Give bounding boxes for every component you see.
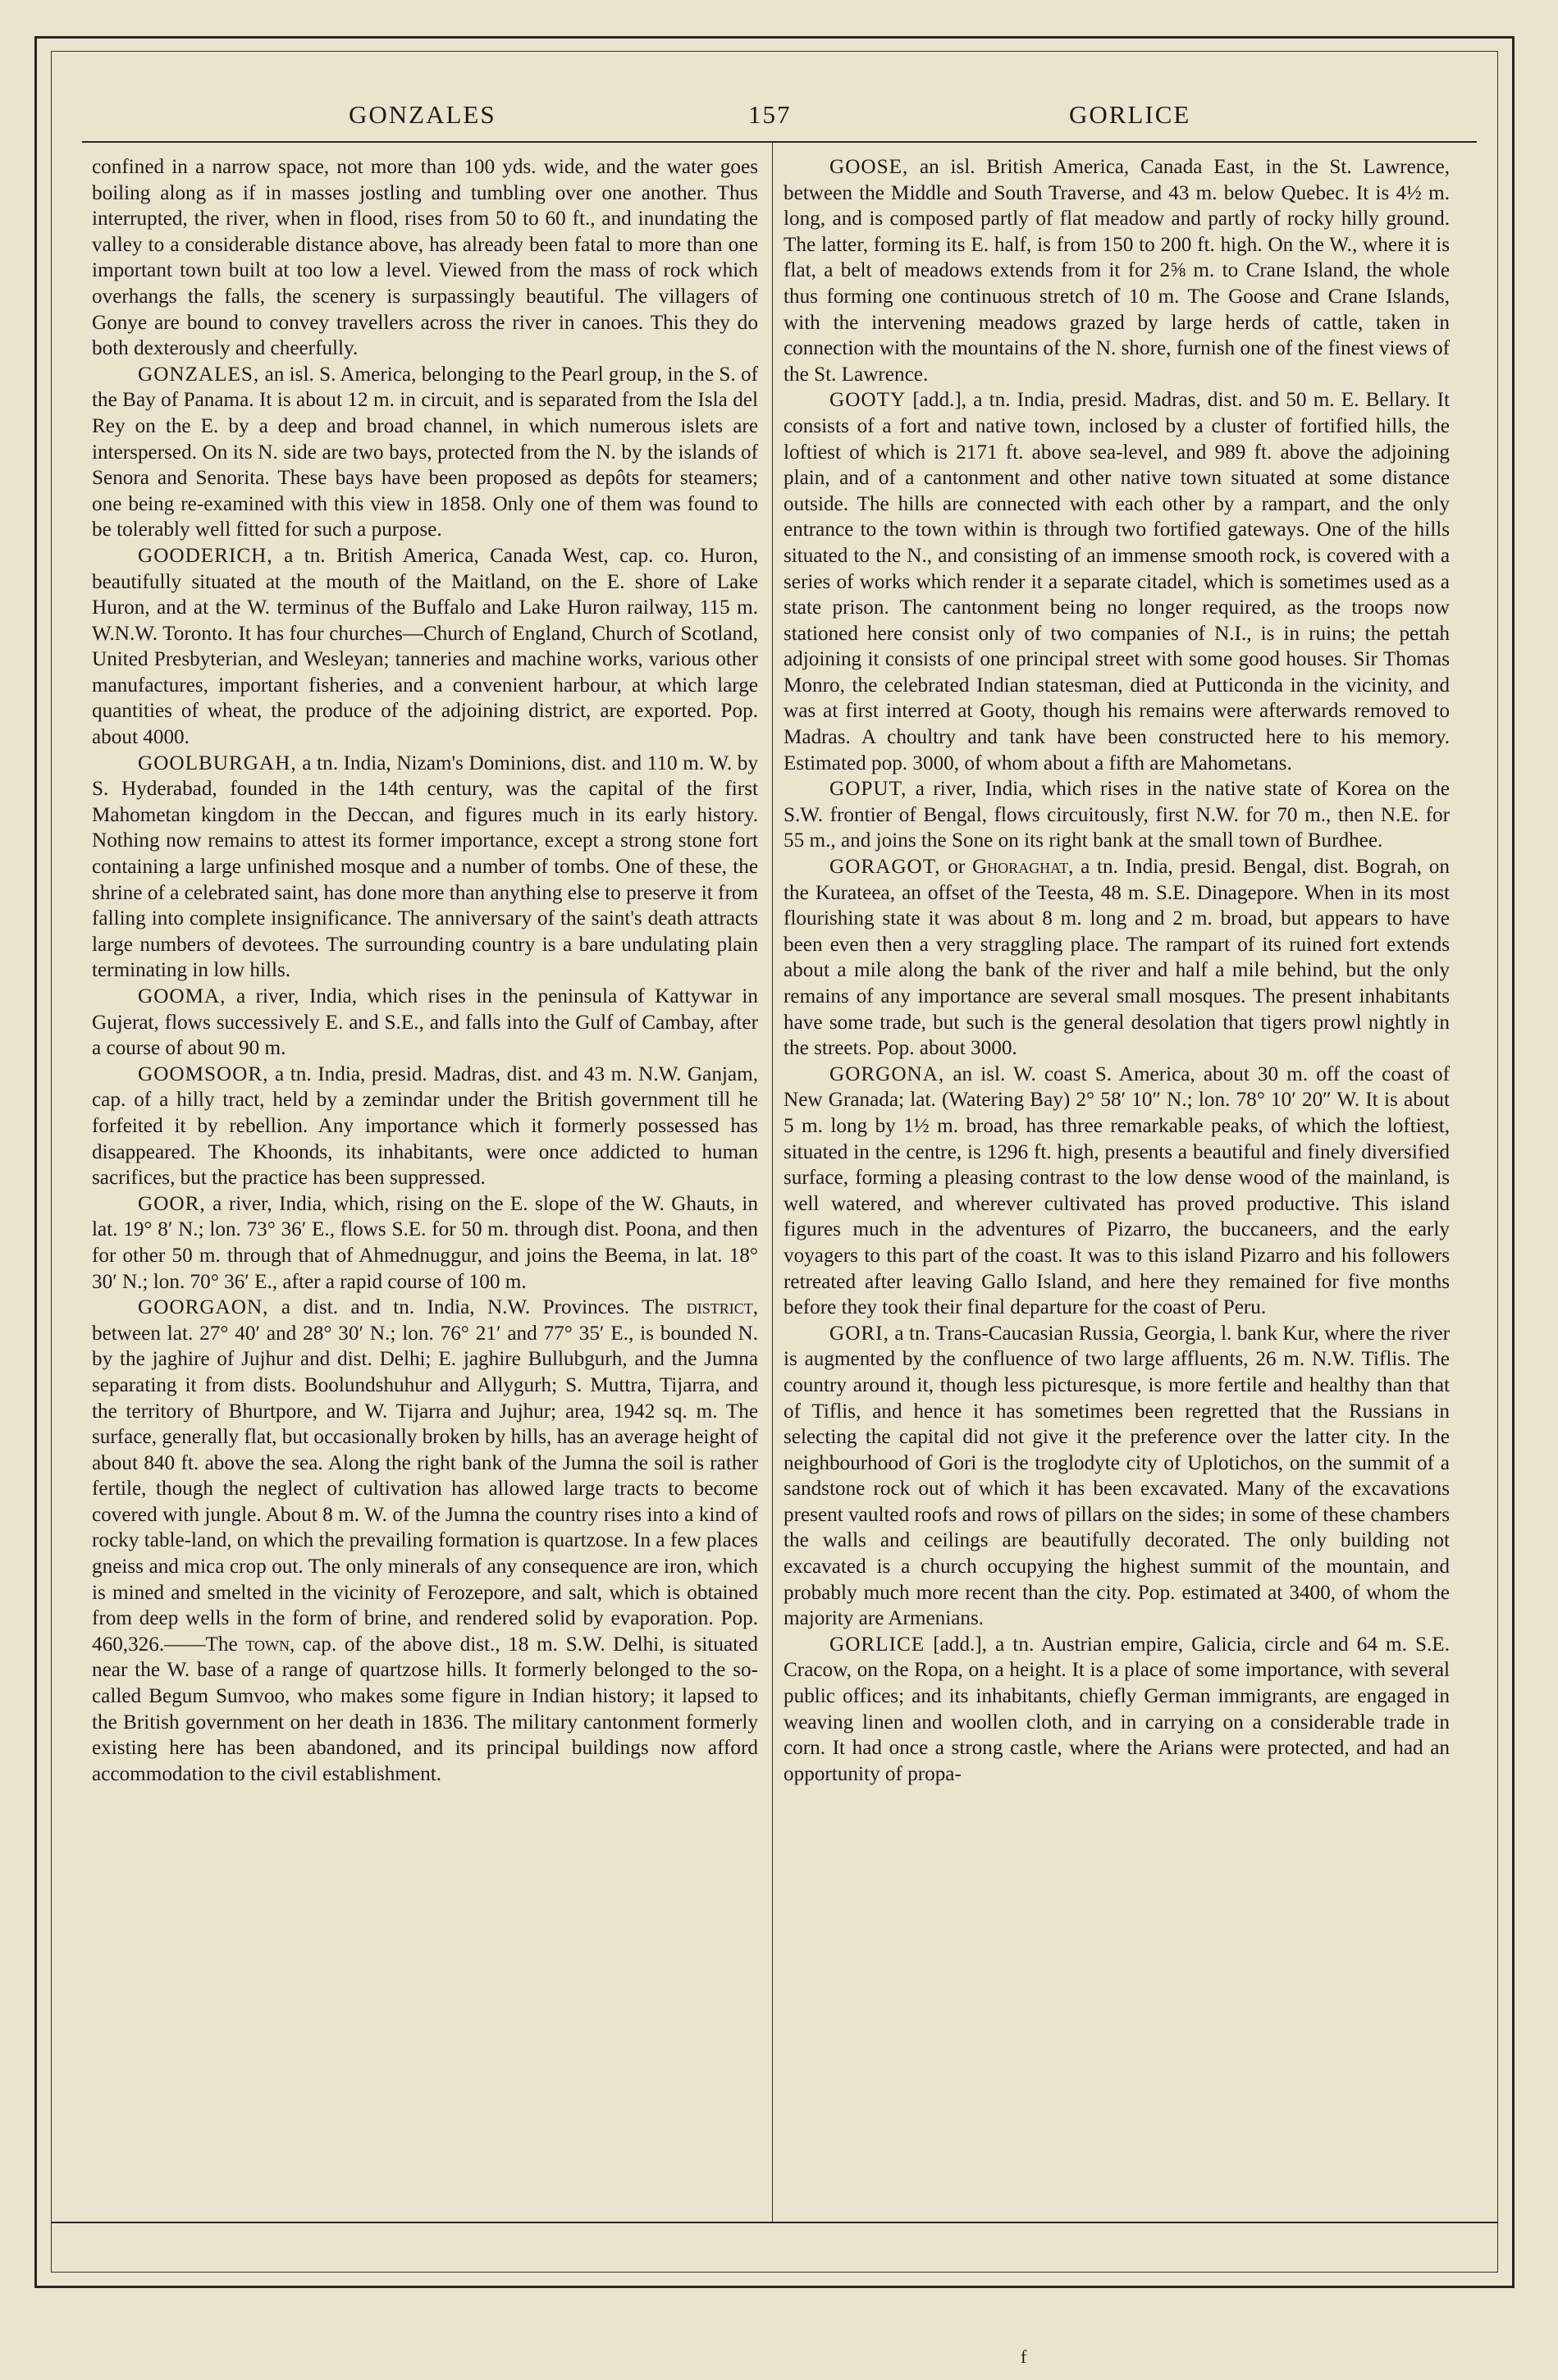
page-number: 157 — [748, 100, 792, 129]
small-caps-term: district, — [686, 1296, 758, 1319]
entry-text: or — [940, 856, 972, 879]
headword: GORLICE — [829, 1633, 925, 1656]
headword: GONZALES, — [138, 363, 260, 386]
entry-text: a tn. British America, Canada West, cap. co. Huron, beautifully situated at the mouth of the Maitland, on the E. shore of Lake Huron, and at the W. terminus of the Buffalo and Lake Huron railway, 115 m. W.N.W. Toronto. It has four churches—Church of England, Church of Scotland, United Presbyterian, and Wesleyan; tanneries and machine works, various other manufactures, important fisheries, and a convenient harbour, at which large quantities of wheat, the produce of the adjoining district, are exported. Pop. about 4000. — [92, 544, 758, 749]
column-divider — [772, 141, 773, 2222]
entry-text: [add.], a tn. India, presid. Madras, dist. and 50 m. E. Bellary. It consists of a fort and native town, inclosed by a cluster of fortified hills, the loftiest of which is 2171 ft. above sea-level, and 989 ft. above the adjoining plain, and of a cantonment and other native town situated at some distance outside. The hills are connected with each other by a rampart, and the only entrance to the town within is through two fortified gateways. One of the hills situated to the N., and consisting of an immense smooth rock, is covered with a series of works which render it a separate citadel, which is sometimes used as a state prison. The cantonment being no longer required, as the troops now stationed here consist only of two companies of N.I., is in ruins; the pettah adjoining it consists of one principal street with some good houses. Sir Thomas Monro, the celebrated Indian statesman, died at Putticonda in the vicinity, and was at first interred at Gooty, though his remains were afterwards removed to Madras. A choultry and tank have been constructed here to his memory. Estimated pop. 3000, of whom about a fifth are Mahometans. — [784, 389, 1450, 774]
entry-text: a river, India, which rises in the native state of Korea on the S.W. frontier of Bengal, flows circuitously, first N.W. for 70 m., then N.E. for 55 m., and joins the Sone on its right bank at the small town of Burdhee. — [784, 778, 1450, 852]
entry-text: between lat. 27° 40′ and 28° 30′ N.; lon. 76° 21′ and 77° 35′ E., is bounded N. by the jaghire of Jujhur and dist. Delhi; E. jaghire Bullubgurh, and the Jumna separating it from dists. Boolundshuhur and Allygurh; S. Muttra, Tijarra, and the territory of Bhurtpore, and W. Tijarra and Jujhur; area, 1942 sq. m. The surface, generally flat, but occasionally broken by hills, has an average height of about 840 ft. above the sea. Along the right bank of the Jumna the soil is rather fertile, though the neglect of cultivation has allowed large tracts to become covered with jungle. About 8 m. W. of the Jumna the country rises into a kind of rocky table-land, on which the prevailing formation is quartzose. In a few places gneiss and mica crop out. The only minerals of any consequence are iron, which is mined and smelted in the vicinity of Ferozepore, and salt, which is obtained from deep wells in the form of brine, and rendered solid by evaporation. Pop. 460,326.——The — [92, 1322, 758, 1656]
header-left-word: GONZALES — [349, 100, 496, 129]
entry-text: an isl. British America, Canada East, in the St. Lawrence, between the Middle and South Traverse, and 43 m. below Quebec. It is 4½ m. long, and is composed partly of flat meadow and partly of rocky hilly ground. The latter, forming its E. half, is from 150 to 200 ft. high. On the W., where it is flat, a belt of meadows extends from it for 2⅝ m. to Crane Island, the whole thus forming one continuous stretch of 10 m. The Goose and Crane Islands, with the intervening meadows grazed by large herds of cattle, taken in connection with the mountains of the N. shore, furnish one of the finest views of the St. Lawrence. — [784, 156, 1450, 386]
small-caps-term: Ghoraghat, — [971, 856, 1074, 879]
entry-text: a river, India, which, rising on the E. slope of the W. Ghauts, in lat. 19° 8′ N.; lon. 73° 36′ E., flows S.E. for 50 m. through dist. Poona, and then for other 50 m. through that of Ahmednuggur, and joins the Beema, in lat. 18° 30′ N.; lon. 70° 36′ E., after a rapid course of 100 m. — [92, 1192, 758, 1293]
entry-gonzales — [92, 362, 758, 543]
entry-goragot — [784, 854, 1450, 1062]
entry-text: a tn. India, presid. Madras, dist. and 43 m. N.W. Ganjam, cap. of a hilly tract, held by a zemindar under the British government till he forfeited it by rebellion. Any importance which it formerly possessed has disappeared. The Khoonds, its inhabitants, were once addicted to human sacrifices, but the practice has been suppressed. — [92, 1062, 758, 1190]
entry-goomsoor — [92, 1062, 758, 1191]
small-caps-term: town, — [245, 1633, 295, 1656]
entry-text: a tn. India, presid. Bengal, dist. Bograh, on the Kurateea, an offset of the Teesta, 48 m. S.E. Dinagepore. When in its most flourishing state it was about 8 m. long and 2 m. broad, but appears to have been even then a very straggling place. The rampart of its ruined fort extends about a mile along the bank of the river and half a mile behind, but the only remains of any importance are several small mosques. The present inhabitants have some trade, but such is the general desolation that tigers prowl nightly in the streets. Pop. about 3000. — [784, 856, 1450, 1060]
continuation-paragraph: confined in a narrow space, not more than 100 yds. wide, and the water goes boiling along as if in masses jostling and tumbling over one another. Thus interrupted, the river, when in flood, rises from 50 to 60 ft., and inundating the valley to a considerable distance above, has already been fatal to more than one important town built at too low a level. Viewed from the mass of rock which overhangs the falls, the scenery is surpassingly beautiful. The villagers of Gonye are bound to convey travellers across the river in canoes. This they do both dexterously and cheerfully. — [92, 156, 758, 360]
entry-text: a river, India, which rises in the peninsula of Kattywar in Gujerat, flows successively E. and S.E., and falls into the Gulf of Cambay, after a course of about 90 m. — [92, 985, 758, 1060]
headword: GORAGOT, — [829, 856, 941, 879]
entry-text: cap. of the above dist., 18 m. S.W. Delhi, is situated near the W. base of a range of quartzose hills. It formerly belonged to the so-called Begum Sumvoo, who makes some figure in Indian history; it lapsed to the British government on her death in 1836. The military cantonment formerly existing here has been abandoned, and its principal buildings now afford accommodation to the civil establishment. — [92, 1633, 758, 1785]
header-rule — [82, 141, 1477, 143]
entry-text: [add.], a tn. Austrian empire, Galicia, circle and 64 m. S.E. Cracow, on the Ropa, on a height. It is a place of some importance, with several public offices; and its inhabitants, chiefly German immigrants, are engaged in weaving linen and woollen cloth, and in carrying on a considerable trade in corn. It had once a strong castle, where the Arians were protected, and had an opportunity of propa- — [784, 1633, 1450, 1785]
bottom-rule — [51, 2222, 1498, 2223]
entry-gooderich — [92, 543, 758, 751]
headword: GOOLBURGAH, — [138, 751, 297, 774]
headword: GOODERICH, — [138, 544, 273, 567]
entry-gorgona — [784, 1062, 1450, 1321]
footer-mark: f — [1021, 2346, 1027, 2367]
headword: GOOSE, — [829, 156, 909, 178]
entry-text: a tn. Trans-Caucasian Russia, Georgia, l. bank Kur, where the river is augmented by the confluence of two large affluents, 26 m. N.W. Tiflis. The country around it, though less picturesque, is more fertile and healthy than that of Tiflis, and hence it has sometimes been regretted that the Russians in selecting the capital did not give it the preference over the latter city. In the neighbourhood of Gori is the troglodyte city of Uplotichos, on the summit of a sandstone rock out of which it has been excavated. Many of the excavations present vaulted roofs and rows of pillars on the sides; in some of these chambers the walls and ceilings are beautifully decorated. The only building not excavated is a church occupying the highest summit of the mountain, and probably much more recent than the city. Pop. estimated at 3400, of whom the majority are Armenians. — [784, 1322, 1450, 1630]
entry-goolburgah — [92, 751, 758, 984]
right-column — [784, 154, 1450, 1787]
left-column — [92, 154, 758, 1787]
headword: GORI, — [829, 1322, 889, 1345]
entry-gooty — [784, 387, 1450, 776]
entry-text: an isl. S. America, belonging to the Pearl group, in the S. of the Bay of Panama. It is about 12 m. in circuit, and is separated from the Isla del Rey on the E. by a deep and broad channel, in which numerous islets are interspersed. On its N. side are two bays, protected from the N. by the islands of Senora and Senorita. These bays have been proposed as depôts for steamers; one being re-examined with this view in 1858. Only one of them was found to be tolerably well fitted for such a purpose. — [92, 363, 758, 541]
entry-text: a tn. India, Nizam's Dominions, dist. and 110 m. W. by S. Hyderabad, founded in the 14th century, was the capital of the first Mahometan kingdom in the Deccan, and figures much in its early history. Nothing now remains to attest its former importance, except a strong stone fort containing a large unfinished mosque and a number of tombs. One of these, the shrine of a celebrated saint, has done more than anything else to preserve it from falling into complete insignificance. The anniversary of the saint's death attracts large numbers of devotees. The surrounding country is a bare undulating plain terminating in low hills. — [92, 751, 759, 982]
entry-goorgaon — [92, 1295, 758, 1787]
entry-goor — [92, 1191, 758, 1295]
entry-gooma — [92, 984, 758, 1062]
headword: GOOTY — [829, 389, 907, 412]
header-right-word: GORLICE — [1069, 100, 1191, 129]
headword: GOORGAON, — [138, 1296, 269, 1319]
entry-goput — [784, 776, 1450, 854]
entry-gori — [784, 1321, 1450, 1632]
entry-text: a dist. and tn. India, N.W. Provinces. The — [268, 1296, 687, 1319]
headword: GOOMA, — [138, 985, 226, 1007]
headword: GOOMSOOR, — [138, 1062, 269, 1085]
entry-goose — [784, 154, 1450, 387]
running-header — [82, 97, 1477, 138]
entry-text: an isl. W. coast S. America, about 30 m. off the coast of New Granada; lat. (Watering Bay) 2° 58′ 10″ N.; lon. 78° 10′ 20″ W. It is about 5 m. long by 1½ m. broad, has three remarkable peaks, of which the loftiest, situated in the centre, is 1296 ft. high, presents a beautiful and finely diversified surface, forming a pleasing contrast to the low dense wood of the mainland, is well watered, and wherever cultivated has proved productive. This island figures much in the adventures of Pizarro, the buccaneers, and the early voyagers to this part of the coast. It was to this island Pizarro and his followers retreated after leaving Gallo Island, and here they remained for five months before they took their final departure for the coast of Peru. — [784, 1062, 1450, 1319]
headword: GOOR, — [138, 1192, 206, 1215]
headword: GOPUT, — [829, 778, 907, 801]
headword: GORGONA, — [829, 1062, 945, 1085]
entry-gorlice — [784, 1632, 1450, 1788]
